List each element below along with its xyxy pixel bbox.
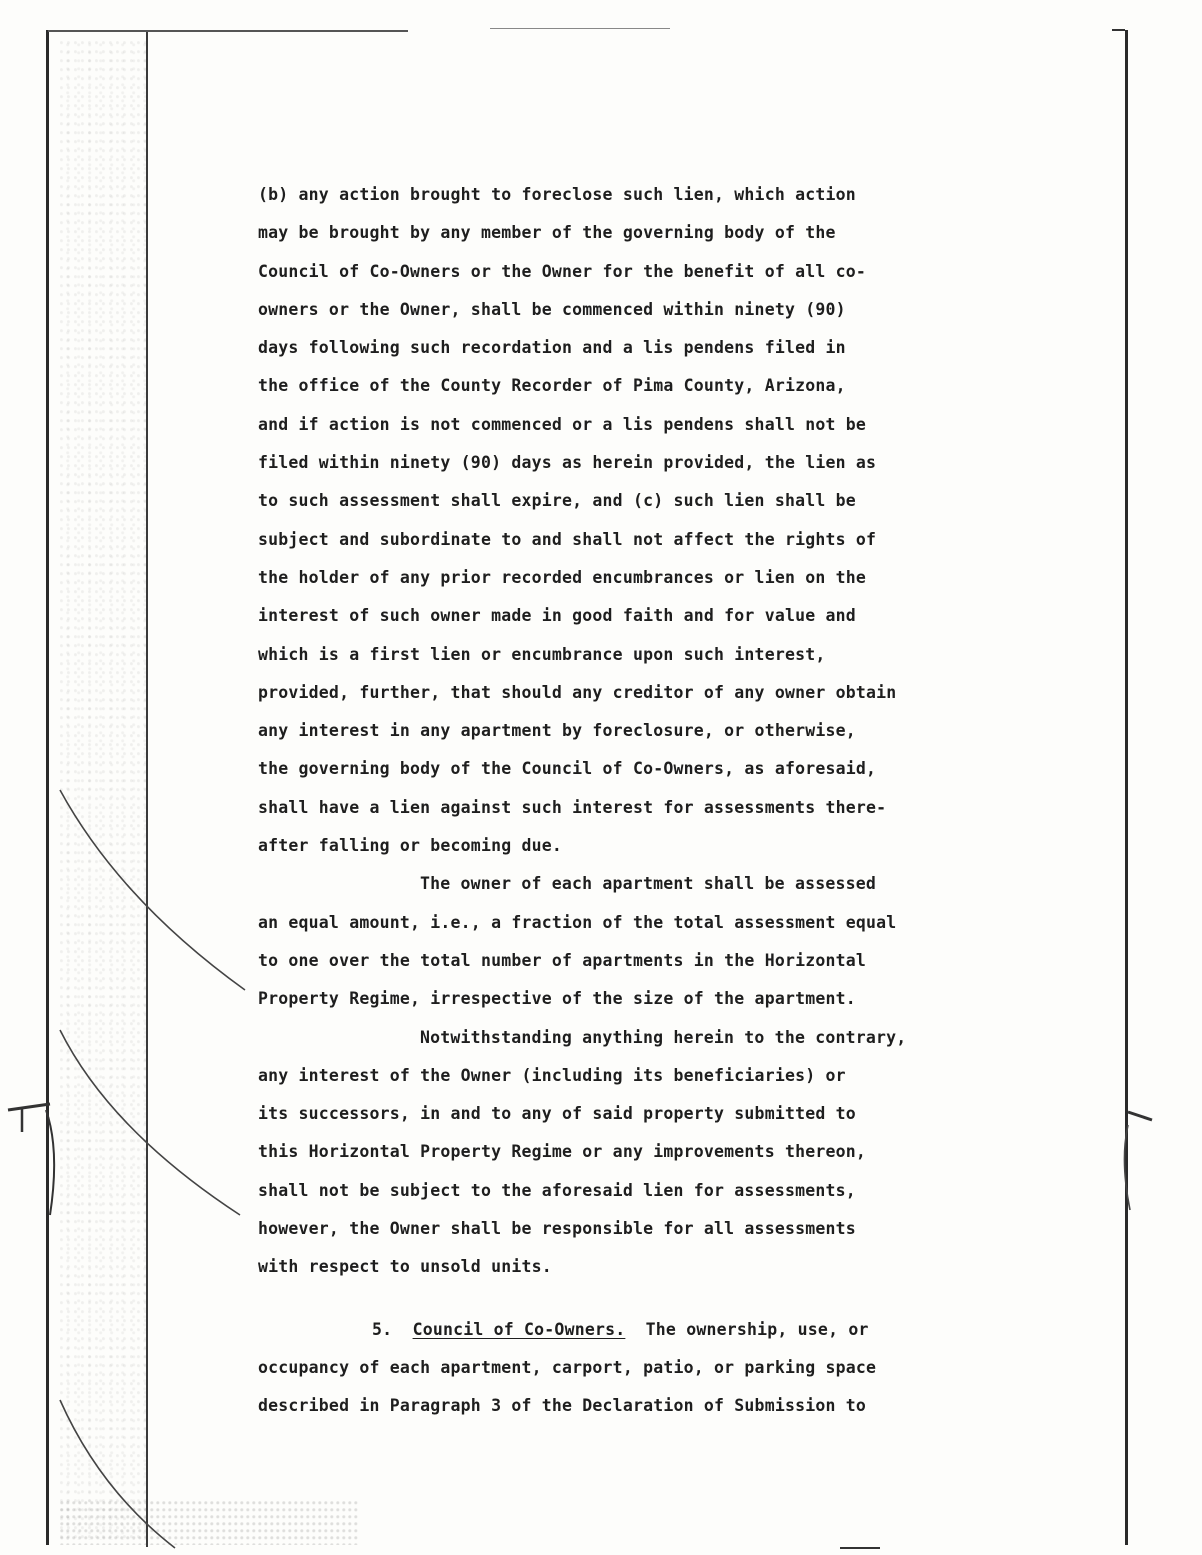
- text-line: its successors, in and to any of said property submitted to: [258, 1104, 856, 1124]
- section-first-line-text: The ownership, use, or: [645, 1319, 869, 1339]
- paragraph-assessment-start: The owner of each apartment shall be assessed: [420, 874, 877, 894]
- document-body: [258, 176, 1018, 1426]
- text-line: to such assessment shall expire, and (c) such lien shall be: [258, 491, 856, 511]
- section-gap: [258, 1287, 1018, 1311]
- text-line: subject and subordinate to and shall not affect the rights of: [258, 529, 877, 549]
- text-line: the governing body of the Council of Co-Owners, as aforesaid,: [258, 759, 877, 779]
- section-number: 5.: [372, 1319, 393, 1339]
- text-line: an equal amount, i.e., a fraction of the total assessment equal: [258, 912, 897, 932]
- text-line: which is a first lien or encumbrance upon such interest,: [258, 644, 826, 664]
- section-heading: Council of Co-Owners.: [412, 1319, 626, 1339]
- text-line: Council of Co-Owners or the Owner for the benefit of all co-: [258, 261, 867, 281]
- text-line: provided, further, that should any creditor of any owner obtain: [258, 682, 897, 702]
- text-line: and if action is not commenced or a lis pendens shall not be: [258, 414, 867, 434]
- text-line: however, the Owner shall be responsible for all assessments: [258, 1219, 856, 1239]
- text-line: days following such recordation and a lis pendens filed in: [258, 338, 846, 358]
- text-line: any interest in any apartment by foreclosure, or otherwise,: [258, 721, 856, 741]
- text-line: shall have a lien against such interest for assessments there-: [258, 797, 887, 817]
- text-line: interest of such owner made in good faith and for value and: [258, 606, 856, 626]
- text-line: after falling or becoming due.: [258, 836, 563, 856]
- text-line: with respect to unsold units.: [258, 1257, 552, 1277]
- text-line: shall not be subject to the aforesaid lien for assessments,: [258, 1180, 856, 1200]
- text-line: Property Regime, irrespective of the size of the apartment.: [258, 989, 856, 1009]
- text-line: may be brought by any member of the governing body of the: [258, 223, 836, 243]
- section-5-heading-line: [258, 1311, 1018, 1349]
- text-line: owners or the Owner, shall be commenced within ninety (90): [258, 299, 846, 319]
- text-line: filed within ninety (90) days as herein provided, the lien as: [258, 453, 877, 473]
- text-line: any interest of the Owner (including its beneficiaries) or: [258, 1065, 846, 1085]
- text-line: occupancy of each apartment, carport, patio, or parking space: [258, 1357, 877, 1377]
- text-line: this Horizontal Property Regime or any improvements thereon,: [258, 1142, 867, 1162]
- text-line: the office of the County Recorder of Pima County, Arizona,: [258, 376, 846, 396]
- text-line: to one over the total number of apartments in the Horizontal: [258, 950, 867, 970]
- paragraph-notwithstanding-start: Notwithstanding anything herein to the contrary,: [420, 1027, 907, 1047]
- text-line: the holder of any prior recorded encumbrances or lien on the: [258, 567, 867, 587]
- text-line: (b) any action brought to foreclose such lien, which action: [258, 185, 856, 204]
- text-line: described in Paragraph 3 of the Declaration of Submission to: [258, 1396, 867, 1416]
